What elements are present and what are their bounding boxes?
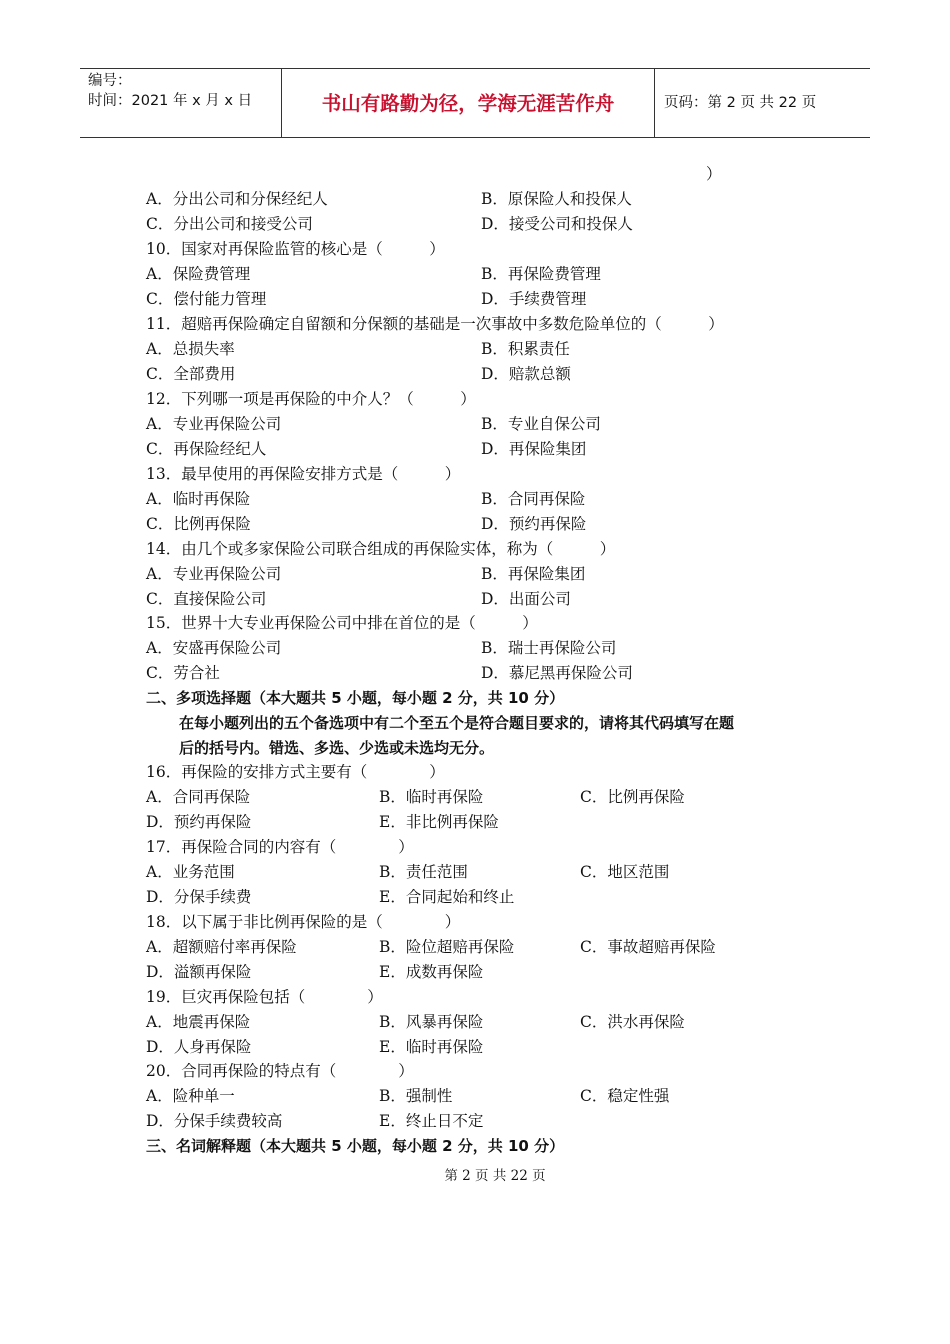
q13-option-c: C．比例再保险 <box>146 515 251 533</box>
q14-stem: 14．由几个或多家保险公司联合组成的再保险实体，称为（ ） <box>146 540 616 558</box>
q15-option-d: D．慕尼黑再保险公司 <box>481 664 633 682</box>
q18-option-d: D．溢额再保险 <box>146 963 252 981</box>
q13-option-d: D．预约再保险 <box>481 515 587 533</box>
q12-option-d: D．再保险集团 <box>481 440 587 458</box>
q11-stem: 11．超赔再保险确定自留额和分保额的基础是一次事故中多数危险单位的（ ） <box>146 315 724 333</box>
document-time-label: 时间：2021 年 x 月 x 日 <box>88 93 253 109</box>
q15-option-b: B．瑞士再保险公司 <box>481 639 617 657</box>
q19-option-e: E．临时再保险 <box>379 1038 484 1056</box>
q11-option-c: C．全部费用 <box>146 365 236 383</box>
q12-option-c: C．再保险经纪人 <box>146 440 267 458</box>
q16-stem: 16．再保险的安排方式主要有（ ） <box>146 763 445 781</box>
q20-option-b: B．强制性 <box>379 1087 453 1105</box>
q20-option-a: A．险种单一 <box>146 1087 235 1105</box>
q18-option-c: C．事故超赔再保险 <box>580 938 716 956</box>
q18-option-e: E．成数再保险 <box>379 963 484 981</box>
section-2-instruction-line-2: 后的括号内。错选、多选、少选或未选均无分。 <box>179 739 495 757</box>
q14-option-c: C．直接保险公司 <box>146 590 267 608</box>
q19-option-c: C．洪水再保险 <box>580 1013 685 1031</box>
q11-option-b: B．积累责任 <box>481 340 570 358</box>
q9-option-b: B．原保险人和投保人 <box>481 190 632 208</box>
q20-stem: 20．合同再保险的特点有（ ） <box>146 1062 414 1080</box>
q17-option-d: D．分保手续费 <box>146 888 252 906</box>
q18-option-b: B．险位超赔再保险 <box>379 938 515 956</box>
q9-option-d: D．接受公司和投保人 <box>481 215 633 233</box>
q19-option-d: D．人身再保险 <box>146 1038 252 1056</box>
q16-option-e: E．非比例再保险 <box>379 813 499 831</box>
q17-option-e: E．合同起始和终止 <box>379 888 515 906</box>
q18-option-a: A．超额赔付率再保险 <box>146 938 297 956</box>
q10-option-b: B．再保险费管理 <box>481 265 601 283</box>
q13-option-a: A．临时再保险 <box>146 490 251 508</box>
q17-stem: 17．再保险合同的内容有（ ） <box>146 838 414 856</box>
q14-option-a: A．专业再保险公司 <box>146 565 282 583</box>
q10-stem: 10．国家对再保险监管的核心是（ ） <box>146 240 445 258</box>
q19-stem: 19．巨灾再保险包括（ ） <box>146 988 383 1006</box>
q11-option-d: D．赔款总额 <box>481 365 571 383</box>
q9-option-c: C．分出公司和接受公司 <box>146 215 313 233</box>
q16-option-c: C．比例再保险 <box>580 788 685 806</box>
q16-option-a: A．合同再保险 <box>146 788 251 806</box>
q10-option-d: D．手续费管理 <box>481 290 587 308</box>
q12-option-a: A．专业再保险公司 <box>146 415 282 433</box>
q14-option-d: D．出面公司 <box>481 590 571 608</box>
q19-option-b: B．风暴再保险 <box>379 1013 484 1031</box>
q20-option-c: C．稳定性强 <box>580 1087 670 1105</box>
q13-option-b: B．合同再保险 <box>481 490 586 508</box>
q12-option-b: B．专业自保公司 <box>481 415 601 433</box>
q14-option-b: B．再保险集团 <box>481 565 586 583</box>
document-number-label: 编号： <box>88 73 132 89</box>
q11-option-a: A．总损失率 <box>146 340 235 358</box>
page-footer: 第 2 页 共 22 页 <box>444 1168 546 1184</box>
q17-option-b: B．责任范围 <box>379 863 468 881</box>
q19-option-a: A．地震再保险 <box>146 1013 251 1031</box>
q15-option-a: A．安盛再保险公司 <box>146 639 282 657</box>
q13-stem: 13．最早使用的再保险安排方式是（ ） <box>146 465 461 483</box>
q10-option-a: A．保险费管理 <box>146 265 251 283</box>
q12-stem: 12．下列哪一项是再保险的中介人？（ ） <box>146 390 476 408</box>
q20-option-e: E．终止日不定 <box>379 1112 484 1130</box>
section-3-title: 三、名词解释题（本大题共 5 小题，每小题 2 分，共 10 分） <box>146 1137 565 1155</box>
q16-option-d: D．预约再保险 <box>146 813 252 831</box>
section-2-title: 二、多项选择题（本大题共 5 小题，每小题 2 分，共 10 分） <box>146 689 565 707</box>
section-2-instruction-line-1: 在每小题列出的五个备选项中有二个至五个是符合题目要求的，请将其代码填写在题 <box>179 714 735 732</box>
q17-option-a: A．业务范围 <box>146 863 235 881</box>
q15-stem: 15．世界十大专业再保险公司中排在首位的是（ ） <box>146 614 538 632</box>
q18-stem: 18．以下属于非比例再保险的是（ ） <box>146 913 461 931</box>
header-motto: 书山有路勤为径，学海无涯苦作舟 <box>321 92 615 115</box>
q17-option-c: C．地区范围 <box>580 863 670 881</box>
q16-option-b: B．临时再保险 <box>379 788 484 806</box>
header-page-label: 页码：第 2 页 共 22 页 <box>664 95 817 111</box>
q9-stem-tail: ） <box>706 165 722 183</box>
q9-option-a: A．分出公司和分保经纪人 <box>146 190 328 208</box>
q20-option-d: D．分保手续费较高 <box>146 1112 283 1130</box>
q10-option-c: C．偿付能力管理 <box>146 290 267 308</box>
q15-option-c: C．劳合社 <box>146 664 220 682</box>
